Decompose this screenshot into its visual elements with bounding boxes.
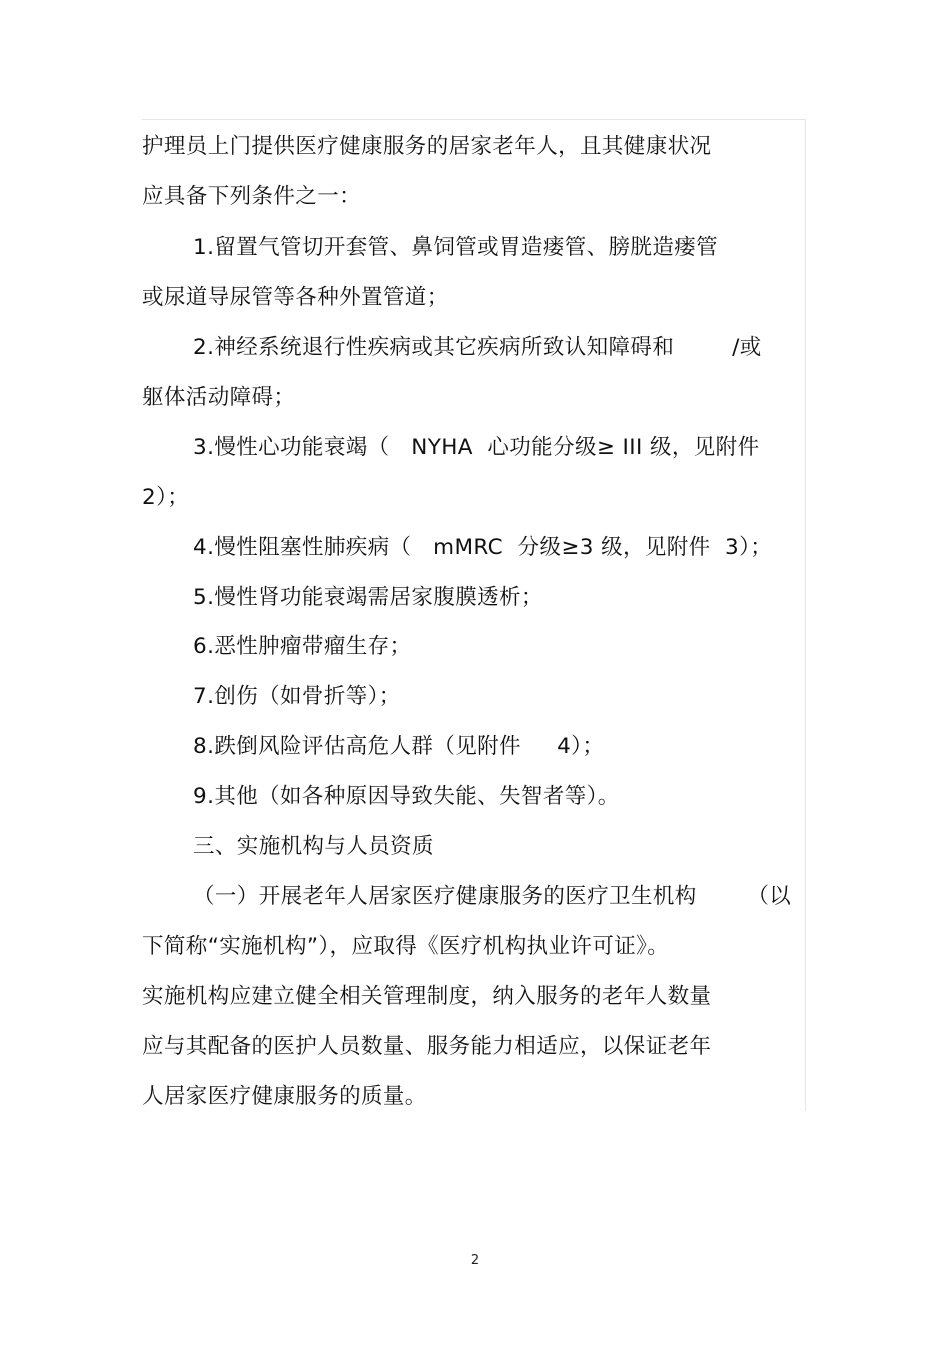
list-item-4: 4.慢性阻塞性肺疾病（ mMRC 分级≥3 级，见附件 3）；	[193, 535, 773, 560]
paragraph-line: 应与其配备的医护人员数量、服务能力相适应，以保证老年	[142, 1034, 712, 1059]
list-item-3: 3.慢性心功能衰竭（ NYHA 心功能分级≥ III 级，见附件	[193, 435, 760, 460]
list-item-2: 2.神经系统退行性疾病或其它疾病所致认知障碍和 /或	[193, 335, 762, 360]
body-text-line: 应具备下列条件之一：	[142, 184, 362, 209]
list-item-2-continuation: 躯体活动障碍；	[142, 385, 296, 410]
page-number: 2	[470, 1253, 480, 1268]
section-heading: 三、实施机构与人员资质	[193, 834, 434, 859]
paragraph-line: （一）开展老年人居家医疗健康服务的医疗卫生机构 （以	[193, 884, 792, 909]
paragraph-line: 人居家医疗健康服务的质量。	[142, 1084, 427, 1109]
paragraph-line: 实施机构应建立健全相关管理制度，纳入服务的老年人数量	[142, 984, 712, 1009]
paragraph-line: 下简称“实施机构”），应取得《医疗机构执业许可证》。	[142, 934, 670, 959]
list-item-9: 9.其他（如各种原因导致失能、失智者等）。	[193, 784, 620, 809]
list-item-8: 8.跌倒风险评估高危人群（见附件 4）；	[193, 734, 605, 759]
list-item-1: 1.留置气管切开套管、鼻饲管或胃造瘘管、膀胱造瘘管	[193, 235, 719, 260]
list-item-1-continuation: 或尿道导尿管等各种外置管道；	[142, 285, 449, 310]
list-item-3-continuation: 2）；	[142, 485, 190, 510]
list-item-5: 5.慢性肾功能衰竭需居家腹膜透析；	[193, 585, 543, 610]
list-item-6: 6.恶性肿瘤带瘤生存；	[193, 634, 412, 659]
page-frame	[142, 119, 806, 1111]
list-item-7: 7.创伤（如骨折等）；	[193, 684, 401, 709]
body-text-line: 护理员上门提供医疗健康服务的居家老年人，且其健康状况	[142, 134, 712, 159]
